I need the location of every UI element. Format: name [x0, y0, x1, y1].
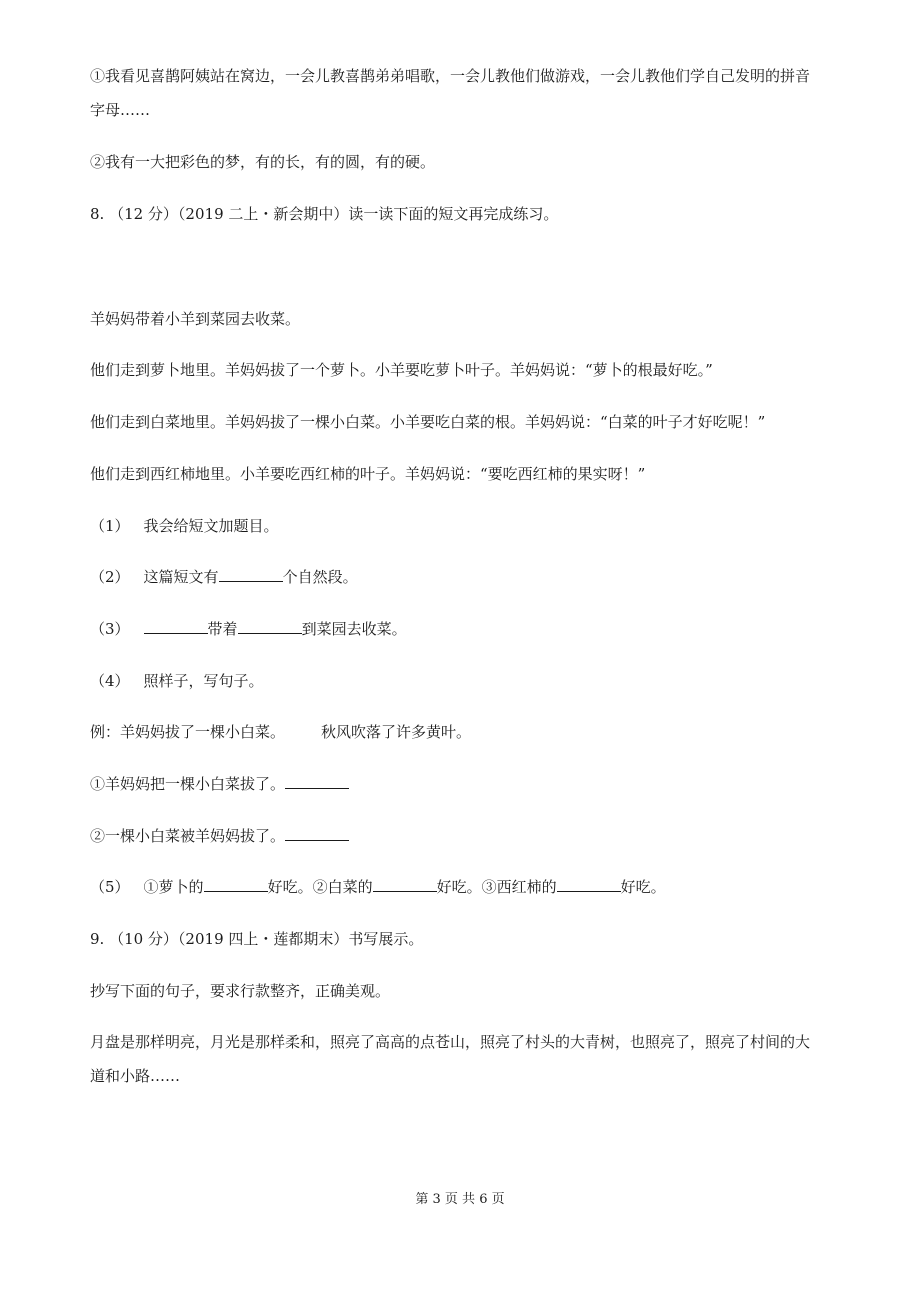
example-line	[90, 722, 471, 742]
example-right: 秋风吹落了许多黄叶。	[321, 723, 472, 741]
passage-paragraph: 羊妈妈带着小羊到菜园去收菜。	[90, 310, 301, 328]
answer-blank[interactable]	[373, 877, 437, 892]
answer-blank[interactable]	[285, 774, 349, 789]
question-9-sentence-line1: 月盘是那样明亮，月光是那样柔和，照亮了高高的点苍山，照亮了村头的大青树，也照亮了，照亮了村间的大	[90, 1033, 811, 1051]
answer-blank[interactable]	[557, 877, 621, 892]
answer-blank[interactable]	[219, 567, 283, 582]
subquestion-number: （3）	[90, 620, 130, 638]
exercise-text: ②一棵小白菜被羊妈妈拔了。	[90, 827, 286, 845]
subquestion-text: 照样子，写句子。	[143, 672, 264, 690]
subquestion-text: 个自然段。	[282, 568, 358, 586]
subquestion-5	[90, 877, 666, 897]
page-footer: 第 3 页 共 6 页	[415, 1192, 505, 1207]
item-7-1-line2: 字母……	[90, 101, 151, 119]
subquestion-number: （4）	[90, 672, 130, 690]
subquestion-text: 好吃。②白菜的	[267, 878, 373, 896]
subquestion-2	[90, 567, 358, 587]
question-9-sentence-line2: 道和小路……	[90, 1067, 181, 1085]
passage-paragraph: 他们走到白菜地里。羊妈妈拔了一棵小白菜。小羊要吃白菜的根。羊妈妈说：“白菜的叶子才好吃呢！”	[90, 413, 766, 431]
item-7-2: ②我有一大把彩色的梦，有的长，有的圆，有的硬。	[90, 153, 436, 171]
answer-blank[interactable]	[144, 619, 208, 634]
passage-paragraph: 他们走到萝卜地里。羊妈妈拔了一个萝卜。小羊要吃萝卜叶子。羊妈妈说：“萝卜的根最好吃。”	[90, 361, 713, 379]
exercise-2	[90, 826, 349, 846]
question-8-header: 8. （12 分）（2019 二上・新会期中）读一读下面的短文再完成练习。	[90, 205, 559, 223]
subquestion-number: （1）	[90, 517, 130, 535]
exercise-1	[90, 774, 349, 794]
answer-blank[interactable]	[204, 877, 268, 892]
subquestion-text: 我会给短文加题目。	[143, 517, 279, 535]
subquestion-text: ①萝卜的	[143, 878, 204, 896]
subquestion-number: （5）	[90, 878, 130, 896]
subquestion-text: 到菜园去收菜。	[301, 620, 407, 638]
subquestion-text: 好吃。③西红柿的	[436, 878, 557, 896]
subquestion-text: 好吃。	[620, 878, 666, 896]
subquestion-text: 带着	[207, 620, 238, 638]
answer-blank[interactable]	[238, 619, 302, 634]
exercise-text: ①羊妈妈把一棵小白菜拔了。	[90, 775, 286, 793]
subquestion-3	[90, 619, 407, 639]
example-label: 例：羊妈妈拔了一棵小白菜。	[90, 723, 286, 741]
subquestion-1	[90, 516, 279, 536]
question-9-header: 9. （10 分）（2019 四上・莲都期末）书写展示。	[90, 930, 424, 948]
subquestion-4	[90, 671, 264, 691]
passage-paragraph: 他们走到西红柿地里。小羊要吃西红柿的叶子。羊妈妈说：“要吃西红柿的果实呀！”	[90, 465, 646, 483]
subquestion-number: （2）	[90, 568, 130, 586]
item-7-1-line1: ①我看见喜鹊阿姨站在窝边，一会儿教喜鹊弟弟唱歌，一会儿教他们做游戏，一会儿教他们学自己发明的拼音	[90, 67, 811, 85]
subquestion-text: 这篇短文有	[143, 568, 219, 586]
question-9-instruction: 抄写下面的句子，要求行款整齐，正确美观。	[90, 982, 391, 1000]
answer-blank[interactable]	[285, 826, 349, 841]
